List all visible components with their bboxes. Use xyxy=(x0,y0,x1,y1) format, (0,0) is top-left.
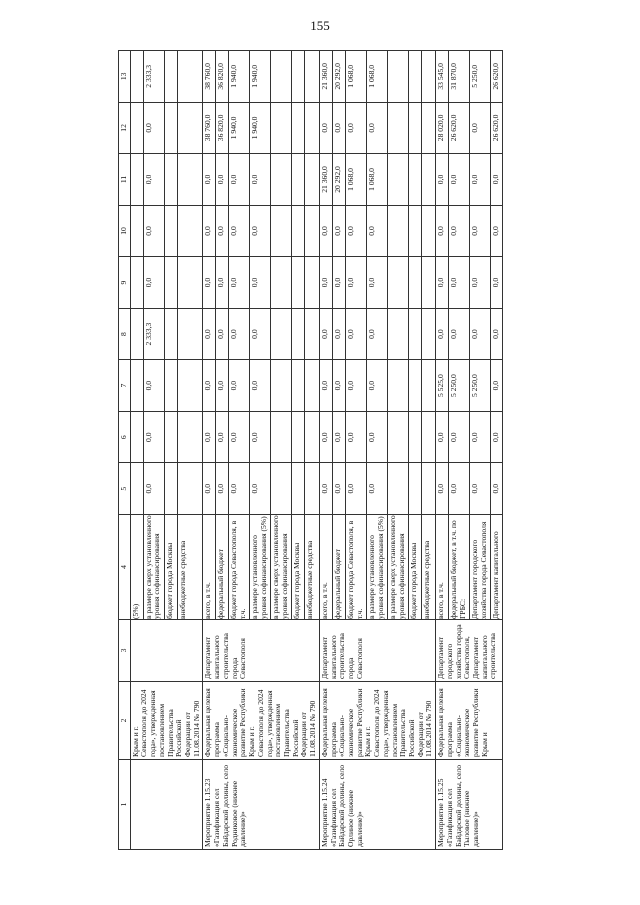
value: 0,0 xyxy=(320,360,333,411)
value xyxy=(271,206,292,257)
value: 0,0 xyxy=(203,463,216,514)
value xyxy=(271,360,292,411)
value xyxy=(422,257,433,308)
value-cell xyxy=(203,411,319,463)
funding-source: в размере сверх установленного уровня софинансирования xyxy=(271,515,292,619)
column-number-row xyxy=(119,51,131,850)
funding-source: в размере установленного уровня софинансирования (5%) xyxy=(367,515,388,619)
value xyxy=(271,309,292,360)
value-cell xyxy=(203,102,319,154)
value xyxy=(131,412,144,463)
value-cell xyxy=(203,257,319,309)
value xyxy=(131,360,144,411)
funding-source: бюджет города Севастополя, в т.ч. xyxy=(229,515,250,619)
value: 21 360,0 xyxy=(320,51,333,102)
value-cell xyxy=(319,463,435,515)
value: 0,0 xyxy=(346,103,367,154)
budget-table xyxy=(118,50,503,850)
table-row xyxy=(130,51,203,850)
value xyxy=(422,103,433,154)
value xyxy=(422,154,433,205)
value xyxy=(178,412,189,463)
value: 0,0 xyxy=(449,154,470,205)
value: 0,0 xyxy=(144,360,165,411)
funding-source: всего, в т.ч. xyxy=(203,515,216,619)
value: 0,0 xyxy=(216,257,229,308)
value: 0,0 xyxy=(367,257,388,308)
column-number: 12 xyxy=(119,102,131,154)
value: 1 068,0 xyxy=(346,51,367,102)
funding-source: бюджет города Москвы xyxy=(292,515,305,619)
value-cell xyxy=(436,463,503,515)
value: 0,0 xyxy=(250,360,271,411)
value-cell xyxy=(319,102,435,154)
value xyxy=(292,257,305,308)
column-number: 6 xyxy=(119,411,131,463)
value: 0,0 xyxy=(144,103,165,154)
value xyxy=(422,412,433,463)
value xyxy=(292,309,305,360)
value-cell xyxy=(130,360,203,412)
funding-source: бюджет города Москвы xyxy=(409,515,422,619)
value: 0,0 xyxy=(229,154,250,205)
value: 0,0 xyxy=(491,329,501,339)
value: 0,0 xyxy=(491,174,501,185)
executor-cell: Департамент капитального строительства города Севастополя xyxy=(203,620,319,682)
funding-source-cell xyxy=(319,515,435,620)
value: 0,0 xyxy=(346,206,367,257)
value: 0,0 xyxy=(250,257,271,308)
value xyxy=(165,257,178,308)
value xyxy=(409,206,422,257)
value xyxy=(292,206,305,257)
value xyxy=(165,51,178,102)
program-cell: Федеральная целевая программа «Социально-экономическое развитие Республики Крым и xyxy=(436,682,503,760)
value: 20 292,0 xyxy=(333,51,346,102)
value: 0,0 xyxy=(449,412,470,463)
value: 0,0 xyxy=(449,309,470,360)
value: 0,0 xyxy=(436,309,449,360)
funding-source-cell xyxy=(130,515,203,620)
value: 0,0 xyxy=(144,206,165,257)
value xyxy=(409,154,422,205)
column-number: 7 xyxy=(119,360,131,412)
program-cell: Федеральная целевая программа «Социально-экономическое развитие Республики Крым и г. Севастополя до 2024 года», утвержденная постановлением Правительства Российской Федерации от 11.08.2014 № 790 xyxy=(203,682,319,760)
value: 33 545,0 xyxy=(436,51,449,102)
value: 0,0 xyxy=(470,257,491,308)
value: 0,0 xyxy=(203,206,216,257)
column-number: 8 xyxy=(119,308,131,360)
funding-source: (5%) xyxy=(131,515,144,619)
value: 31 870,0 xyxy=(449,51,470,102)
value xyxy=(388,154,409,205)
value xyxy=(271,103,292,154)
value: 0,0 xyxy=(250,154,271,205)
value xyxy=(131,309,144,360)
column-number: 4 xyxy=(119,515,131,620)
executor-cell xyxy=(130,620,203,682)
value: 0,0 xyxy=(333,412,346,463)
value: 0,0 xyxy=(229,463,250,514)
funding-source: в размере сверх установленного уровня софинансирования xyxy=(144,515,165,619)
value: 0,0 xyxy=(367,309,388,360)
value-cell xyxy=(319,360,435,412)
value: 0,0 xyxy=(203,257,216,308)
value: 26 620,0 xyxy=(491,114,501,142)
value xyxy=(131,257,144,308)
value xyxy=(271,463,292,514)
value: 1 068,0 xyxy=(367,154,388,205)
value: 0,0 xyxy=(470,412,491,463)
column-number: 3 xyxy=(119,620,131,682)
value-cell xyxy=(203,205,319,257)
executor-cell: Департамент городского хозяйства города Севастополя, Департамент капитального строительства xyxy=(436,620,503,682)
value: 0,0 xyxy=(144,257,165,308)
funding-source: всего, в т.ч. xyxy=(320,515,333,619)
table-row xyxy=(203,51,319,850)
value xyxy=(292,412,305,463)
value xyxy=(131,154,144,205)
value: 1 940,0 xyxy=(250,51,271,102)
value: 0,0 xyxy=(216,360,229,411)
value: 0,0 xyxy=(229,309,250,360)
value xyxy=(178,463,189,514)
value-cell xyxy=(319,308,435,360)
value-cell xyxy=(130,411,203,463)
value xyxy=(292,463,305,514)
value xyxy=(388,257,409,308)
value xyxy=(292,360,305,411)
value: 0,0 xyxy=(436,206,449,257)
funding-source: федеральный бюджет xyxy=(333,515,346,619)
funding-source-cell xyxy=(203,515,319,620)
value-cell xyxy=(319,154,435,206)
value xyxy=(292,154,305,205)
measure-cell: Мероприятие 1.15.24 «Газификация сел Байдарской долины, село Орлиное (нижнее давление)» xyxy=(319,760,435,850)
value: 0,0 xyxy=(346,309,367,360)
program-cell: Федеральная целевая программа «Социально-экономическое развитие Республики Крым и г. Севастополя до 2024 года», утвержденная постановлением Правительства Российской Федерации от 11.08.2014 № 790 xyxy=(319,682,435,760)
column-number: 13 xyxy=(119,51,131,103)
value xyxy=(131,51,144,102)
value xyxy=(409,309,422,360)
column-number: 5 xyxy=(119,463,131,515)
value-cell xyxy=(436,205,503,257)
value xyxy=(305,154,316,205)
value xyxy=(305,257,316,308)
value xyxy=(165,154,178,205)
value: 0,0 xyxy=(250,309,271,360)
value xyxy=(178,154,189,205)
value: 0,0 xyxy=(367,463,388,514)
value xyxy=(305,309,316,360)
value xyxy=(388,463,409,514)
value xyxy=(422,51,433,102)
value xyxy=(165,206,178,257)
funding-source: в размере установленного уровня софинансирования (5%) xyxy=(250,515,271,619)
measure-cell: Мероприятие 1.15.25 «Газификация сел Байдарской долины, село Тыловое (нижнее давление)» xyxy=(436,760,503,850)
value: 0,0 xyxy=(367,360,388,411)
value xyxy=(131,206,144,257)
page-number: 155 xyxy=(310,18,330,33)
value: 0,0 xyxy=(491,277,501,288)
rotated-table-container xyxy=(118,50,558,850)
value: 0,0 xyxy=(203,309,216,360)
value xyxy=(271,51,292,102)
value: 0,0 xyxy=(203,154,216,205)
value: 0,0 xyxy=(367,206,388,257)
value: 5 250,0 xyxy=(449,360,470,411)
value xyxy=(388,103,409,154)
table-row xyxy=(436,51,503,850)
value-cell xyxy=(130,102,203,154)
value xyxy=(422,360,433,411)
value: 0,0 xyxy=(320,103,333,154)
value xyxy=(409,360,422,411)
value: 0,0 xyxy=(216,206,229,257)
value: 0,0 xyxy=(320,257,333,308)
value xyxy=(422,463,433,514)
value xyxy=(409,412,422,463)
value: 0,0 xyxy=(203,412,216,463)
value xyxy=(271,257,292,308)
value: 1 068,0 xyxy=(367,51,388,102)
funding-source: бюджет города Москвы xyxy=(165,515,178,619)
value xyxy=(305,360,316,411)
value-cell xyxy=(130,51,203,103)
value: 1 940,0 xyxy=(250,103,271,154)
value-cell xyxy=(436,51,503,103)
value xyxy=(165,463,178,514)
value: 0,0 xyxy=(449,206,470,257)
value xyxy=(178,309,189,360)
funding-source: федеральный бюджет xyxy=(216,515,229,619)
program-cell: Крым и г. Севастополя до 2024 года», утвержденная постановлением Правительства Российской Федерации от 11.08.2014 № 790 xyxy=(130,682,203,760)
value: 26 620,0 xyxy=(449,103,470,154)
value-cell xyxy=(203,360,319,412)
value xyxy=(178,257,189,308)
value: 36 820,0 xyxy=(216,51,229,102)
value: 0,0 xyxy=(346,360,367,411)
value-cell xyxy=(203,463,319,515)
value: 0,0 xyxy=(203,360,216,411)
funding-source: всего, в т.ч. xyxy=(436,515,449,619)
value xyxy=(178,206,189,257)
value: 0,0 xyxy=(333,309,346,360)
value: 0,0 xyxy=(320,309,333,360)
value-cell xyxy=(130,463,203,515)
value: 0,0 xyxy=(229,360,250,411)
table-row xyxy=(319,51,435,850)
value: 0,0 xyxy=(229,206,250,257)
value: 1 068,0 xyxy=(346,154,367,205)
value-cell xyxy=(436,257,503,309)
value: 0,0 xyxy=(449,257,470,308)
value: 5 525,0 xyxy=(436,360,449,411)
value-cell xyxy=(436,102,503,154)
value-cell xyxy=(130,308,203,360)
funding-source-cell xyxy=(436,515,503,620)
funding-source: в размере сверх установленного уровня софинансирования xyxy=(388,515,409,619)
value xyxy=(388,309,409,360)
value xyxy=(292,103,305,154)
column-number: 2 xyxy=(119,682,131,760)
value xyxy=(178,103,189,154)
value: 28 020,0 xyxy=(436,103,449,154)
funding-source: федеральный бюджет, в т.ч. по ГРБС: xyxy=(449,515,470,619)
value xyxy=(271,154,292,205)
value xyxy=(271,412,292,463)
value: 0,0 xyxy=(491,380,501,391)
value-cell xyxy=(319,257,435,309)
value: 5 250,0 xyxy=(470,360,491,411)
value xyxy=(305,51,316,102)
value: 0,0 xyxy=(491,432,501,442)
value xyxy=(409,51,422,102)
value-cell xyxy=(203,51,319,103)
value xyxy=(178,360,189,411)
value: 38 760,0 xyxy=(203,51,216,102)
value xyxy=(165,103,178,154)
value: 0,0 xyxy=(436,257,449,308)
executor-cell: Департамент капитального строительства города Севастополя xyxy=(319,620,435,682)
value xyxy=(165,360,178,411)
value: 36 820,0 xyxy=(216,103,229,154)
value: 0,0 xyxy=(436,463,449,514)
column-number: 10 xyxy=(119,205,131,257)
value: 0,0 xyxy=(229,257,250,308)
value: 0,0 xyxy=(346,463,367,514)
value xyxy=(409,463,422,514)
value: 38 760,0 xyxy=(203,103,216,154)
value: 0,0 xyxy=(216,309,229,360)
value: 0,0 xyxy=(491,483,501,494)
value xyxy=(409,103,422,154)
value: 0,0 xyxy=(144,412,165,463)
value xyxy=(388,412,409,463)
value: 0,0 xyxy=(436,412,449,463)
value xyxy=(131,103,144,154)
value xyxy=(409,257,422,308)
value: 0,0 xyxy=(346,257,367,308)
value: 0,0 xyxy=(216,412,229,463)
value: 0,0 xyxy=(333,257,346,308)
value xyxy=(388,206,409,257)
value: 0,0 xyxy=(333,463,346,514)
value xyxy=(388,360,409,411)
measure-cell: Мероприятие 1.15.23 «Газификация сел Байдарской долины, село Родниковое (нижнее давление)» xyxy=(203,760,319,850)
value: 0,0 xyxy=(470,103,491,154)
funding-source: внебюджетные средства xyxy=(421,540,431,619)
value: 0,0 xyxy=(216,463,229,514)
value-cell xyxy=(436,154,503,206)
value xyxy=(305,206,316,257)
column-number: 1 xyxy=(119,760,131,850)
value xyxy=(305,463,316,514)
value: 0,0 xyxy=(333,206,346,257)
value: 2 333,3 xyxy=(144,309,165,360)
value-cell xyxy=(436,360,503,412)
funding-source: внебюджетные средства xyxy=(305,540,315,619)
value xyxy=(388,51,409,102)
value-cell xyxy=(203,154,319,206)
value: 0,0 xyxy=(436,154,449,205)
value-cell xyxy=(319,51,435,103)
value: 26 620,0 xyxy=(491,63,501,90)
value-cell xyxy=(130,257,203,309)
value: 2 333,3 xyxy=(144,51,165,102)
column-number: 11 xyxy=(119,154,131,206)
funding-source: Департамент капитального xyxy=(491,531,501,619)
value: 0,0 xyxy=(320,412,333,463)
value: 0,0 xyxy=(229,412,250,463)
value: 0,0 xyxy=(449,463,470,514)
value: 20 292,0 xyxy=(333,154,346,205)
column-number: 9 xyxy=(119,257,131,309)
value: 0,0 xyxy=(144,154,165,205)
value: 0,0 xyxy=(320,206,333,257)
value: 1 940,0 xyxy=(229,51,250,102)
value-cell xyxy=(130,154,203,206)
value xyxy=(131,463,144,514)
value: 0,0 xyxy=(346,412,367,463)
value xyxy=(292,51,305,102)
value: 0,0 xyxy=(470,309,491,360)
value xyxy=(422,206,433,257)
value xyxy=(305,412,316,463)
value: 0,0 xyxy=(333,360,346,411)
value: 0,0 xyxy=(470,154,491,205)
value: 21 360,0 xyxy=(320,154,333,205)
value-cell xyxy=(130,205,203,257)
value: 0,0 xyxy=(250,463,271,514)
value: 0,0 xyxy=(367,412,388,463)
value xyxy=(165,412,178,463)
value: 0,0 xyxy=(216,154,229,205)
value-cell xyxy=(319,411,435,463)
value: 0,0 xyxy=(250,412,271,463)
value: 0,0 xyxy=(250,206,271,257)
value xyxy=(178,51,189,102)
funding-source: внебюджетные средства xyxy=(177,540,187,619)
value: 0,0 xyxy=(491,226,501,236)
value: 0,0 xyxy=(367,103,388,154)
value-cell xyxy=(436,308,503,360)
value: 5 250,0 xyxy=(470,51,491,102)
value-cell xyxy=(436,411,503,463)
value: 0,0 xyxy=(470,206,491,257)
value xyxy=(305,103,316,154)
value: 1 940,0 xyxy=(229,103,250,154)
funding-source: Департамент городского хозяйства города Севастополя xyxy=(470,515,491,619)
value xyxy=(422,309,433,360)
value: 0,0 xyxy=(144,463,165,514)
value-cell xyxy=(319,205,435,257)
value: 0,0 xyxy=(333,103,346,154)
value: 0,0 xyxy=(320,463,333,514)
value xyxy=(165,309,178,360)
funding-source: бюджет города Севастополя, в т.ч. xyxy=(346,515,367,619)
value: 0,0 xyxy=(470,463,491,514)
value-cell xyxy=(203,308,319,360)
measure-cell xyxy=(130,760,203,850)
